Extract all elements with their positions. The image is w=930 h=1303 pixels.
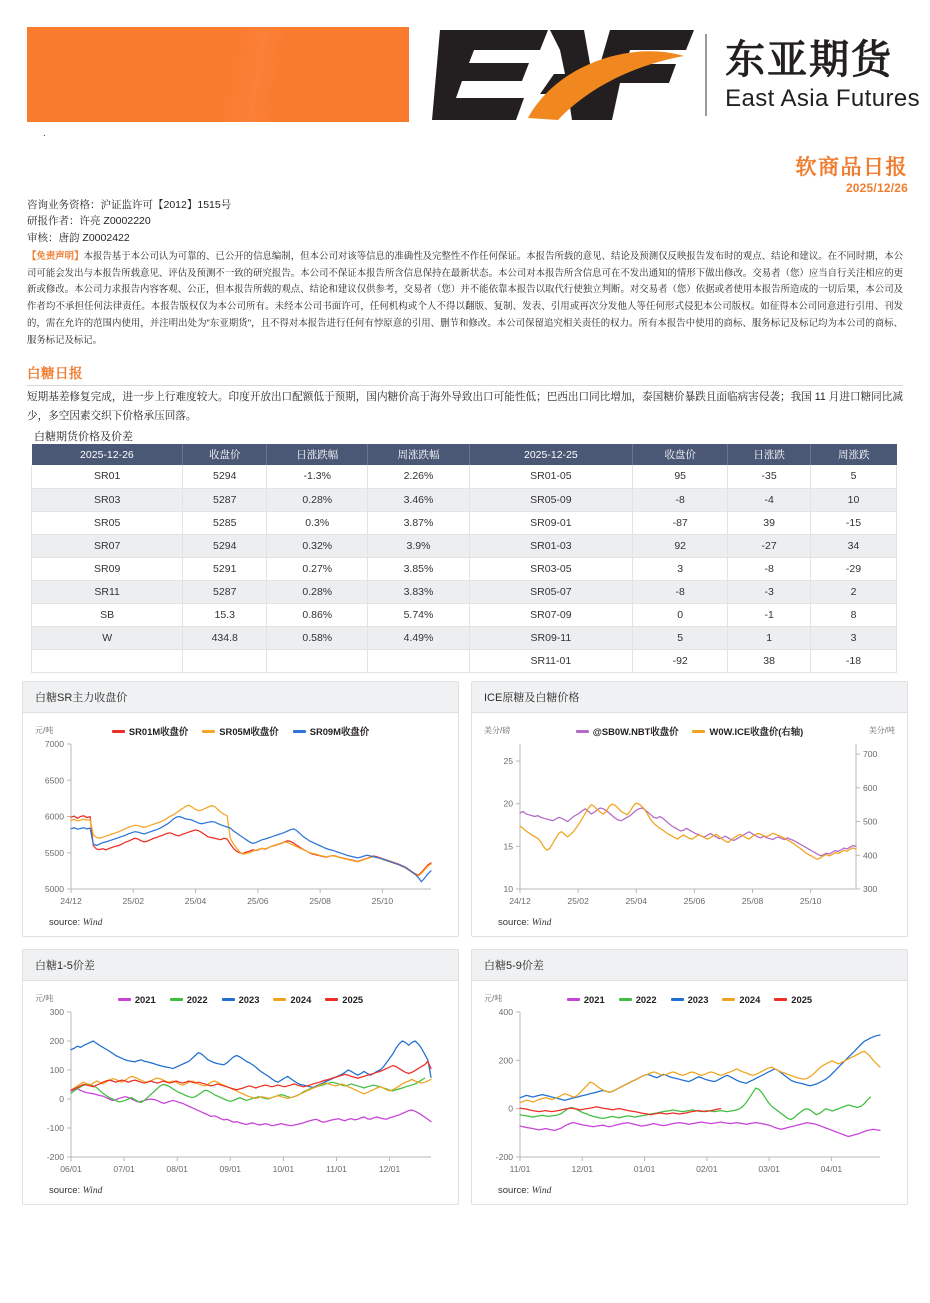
legend-swatch [619,998,632,1001]
svg-text:24/12: 24/12 [509,896,531,906]
legend-item [222,994,260,1005]
table-cell: 5285 [183,511,267,534]
legend-label: 2021 [134,993,156,1005]
legend-item [170,994,208,1005]
svg-text:07/01: 07/01 [113,1164,135,1174]
table-cell: SR11-01 [469,649,633,672]
table-cell: -4 [728,488,811,511]
svg-text:09/01: 09/01 [219,1164,242,1174]
table-cell [183,649,267,672]
legend-label: 2025 [791,993,813,1005]
series-line [71,1089,431,1126]
table-header-cell: 日涨跌 [728,444,811,465]
legend-swatch [170,998,183,1001]
svg-text:25/02: 25/02 [567,896,589,906]
series-line [520,1122,880,1137]
chart-source [472,1183,907,1204]
table-cell: SR01 [32,465,183,488]
table-cell: SR03 [32,488,183,511]
table-cell: 92 [633,534,728,557]
legend-label: SR05M收盘价 [219,726,279,737]
table-cell: 15.3 [183,603,267,626]
table-cell: 5287 [183,488,267,511]
source-label: source: [498,917,530,928]
table-cell: 34 [811,534,897,557]
report-date: 2025/12/26 [845,181,908,196]
table-cell: 5 [811,465,897,488]
legend-item [722,994,760,1005]
legend-item [325,994,363,1005]
table-cell: -18 [811,649,897,672]
series-line [520,1035,880,1100]
chart-source [23,915,458,936]
table-cell: SR03-05 [469,557,633,580]
chart-card-sr-main-close [22,681,459,937]
table-cell: SR07-09 [469,603,633,626]
legend-swatch [202,730,215,733]
legend-label: 2023 [687,993,709,1005]
svg-text:15: 15 [503,841,513,852]
stray-mark: . [43,128,46,139]
legend-item [202,724,278,738]
table-cell: SR05-09 [469,488,633,511]
svg-text:10: 10 [503,884,513,894]
sugar-futures-table [31,444,897,673]
series-line [71,816,431,875]
table-cell: 3.87% [368,511,469,534]
legend-swatch [112,730,125,733]
table-cell: SB [32,603,183,626]
report-title-block [796,155,909,195]
legend-label: 2023 [238,993,260,1005]
table-cell: 3.85% [368,557,469,580]
table-cell: -8 [728,557,811,580]
source-label: source: [498,1185,530,1196]
eaf-logo-mark [432,22,697,128]
table-header-cell: 日涨跌幅 [267,444,368,465]
svg-text:-200: -200 [46,1152,64,1162]
legend-swatch [325,998,338,1001]
orange-banner-graphic [27,27,409,122]
table-cell: SR11 [32,580,183,603]
series-line [520,808,856,856]
legend-swatch [118,998,131,1001]
svg-text:25/10: 25/10 [371,896,394,906]
table-cell: 3.83% [368,580,469,603]
series-line [71,817,431,882]
table-header-row [32,444,897,465]
table-cell: 3 [811,626,897,649]
table-row [32,534,897,557]
chart-card-ice-sugar [471,681,908,937]
legend-label: 2021 [583,993,605,1005]
table-row [32,649,897,672]
legend-swatch [567,998,580,1001]
table-cell: 8 [811,603,897,626]
credential-reviewer: 审核：唐韵 Z0002422 [27,231,130,244]
svg-text:200: 200 [498,1055,513,1066]
table-cell: -29 [811,557,897,580]
section-title: 白糖日报 [27,366,83,381]
table-header-cell: 收盘价 [183,444,267,465]
disclaimer-text: 本报告基于本公司认为可靠的、已公开的信息编制，但本公司对该等信息的准确性及完整性不作任何保证。本报告所载的意见、结论及预测仅反映报告发布时的观点、结论和建议。在不同时期，本公司可能会发出与本报告所载意见、评估及预测不一致的研究报告。本公司不保证本报告所含信息保持在最新状态。本公司对本报告所含信息可在不发出通知的情形下做出修改。交易者（您）应当自行关注相应的更新或修改。本公司力求报告内容客观、公正，但本报告所载的观点、结论和建议仅供参考，交易者（您）并不能依靠本报告以取代行使独立判断。对交易者（您）依据或者使用本报告所造成的一切后果，本公司及作者均不承担任何法律责任。本报告版权仅为本公司所有。未经本公司书面许可，任何机构或个人不得以翻版、复制、发表、引用或再次分发他人等任何形式侵犯本公司版权。如征得本公司同意进行引用、刊发的，需在允许的范围内使用，并注明出处为"东亚期货"，且不得对本报告进行任何有悖原意的引用、删节和修改。本公司保留追究相关责任的权力。所有本报告中使用的商标、服务标记及标记均为本公司的商标、服务标记及标记。 [27,250,903,345]
legend-item [692,724,803,738]
table-cell: 38 [728,649,811,672]
svg-text:-100: -100 [46,1123,64,1133]
source-label: source: [49,917,81,928]
source-label: source: [49,1185,81,1196]
table-caption: 白糖期货价格及价差 [34,431,133,443]
y-axis-unit-left: 元/吨 [35,726,54,735]
table-cell: SR05-07 [469,580,633,603]
table-cell: -35 [728,465,811,488]
svg-text:06/01: 06/01 [60,1164,82,1174]
series-line [520,1088,870,1119]
svg-text:500: 500 [863,816,878,827]
svg-text:-200: -200 [495,1152,513,1162]
table-cell: -3 [728,580,811,603]
table-cell: 3 [633,557,728,580]
table-cell: SR01-03 [469,534,633,557]
table-header-cell: 周涨跌幅 [368,444,469,465]
svg-text:400: 400 [498,1007,513,1017]
chart-plot [478,1004,901,1179]
table-row [32,511,897,534]
legend-swatch [293,730,306,733]
table-cell: SR05 [32,511,183,534]
table-cell: -92 [633,649,728,672]
table-cell: -27 [728,534,811,557]
table-cell: 5287 [183,580,267,603]
legend-swatch [576,730,589,733]
credential-author: 研报作者：许亮 Z0002220 [27,215,151,228]
chart-plot [29,736,452,911]
svg-text:03/01: 03/01 [758,1164,780,1174]
svg-text:400: 400 [863,850,878,861]
chart-plot [29,1004,452,1179]
table-cell: 0.28% [267,488,368,511]
table-cell: 0.3% [267,511,368,534]
section-divider [27,385,903,386]
legend-item [671,994,709,1005]
source-name: Wind [82,1186,103,1196]
table-cell: -8 [633,488,728,511]
table-body [32,465,897,672]
chart-title: ICE原糖及白糖价格 [472,682,907,713]
svg-text:12/01: 12/01 [571,1164,594,1174]
section-summary: 短期基差修复完成，进一步上行难度较大。印度开放出口配额低于预期，国内糖价高于海外导致出口可能性低；巴西出口同比增加，泰国糖价暴跌且面临病害侵袭；我国 11 月进口糖同比减少，多空因素交织下价格承压回落。 [27,391,903,422]
svg-text:25/02: 25/02 [122,896,145,906]
series-line [520,803,856,859]
legend-item [118,994,156,1005]
legend-item [576,724,679,738]
table-row [32,603,897,626]
table-cell: SR01-05 [469,465,633,488]
svg-text:25/06: 25/06 [683,896,706,906]
svg-text:25/10: 25/10 [799,896,822,906]
svg-text:6500: 6500 [44,775,64,786]
svg-text:12/01: 12/01 [378,1164,401,1174]
charts-grid [22,681,908,1205]
table-cell: SR09 [32,557,183,580]
chart-card-sugar-5-9-spread [471,949,908,1205]
logo-company-name-cn: 东亚期货 [725,36,894,83]
legend-swatch [774,998,787,1001]
table-row [32,580,897,603]
legend-label: W0W.ICE收盘价(右轴) [709,726,804,737]
chart-source [472,915,907,936]
source-name: Wind [531,1186,552,1196]
table-cell: 3.46% [368,488,469,511]
svg-text:10/01: 10/01 [272,1164,295,1174]
table-cell: 0.27% [267,557,368,580]
table-cell [368,649,469,672]
table-cell: -8 [633,580,728,603]
svg-text:11/01: 11/01 [509,1164,531,1174]
credentials-block [27,197,231,246]
table-cell: 10 [811,488,897,511]
svg-text:7000: 7000 [44,739,64,749]
table-cell: 2.26% [368,465,469,488]
table-cell: -1 [728,603,811,626]
table-header-cell: 2025-12-25 [469,444,633,465]
credential-license: 咨询业务资格：沪证监许可【2012】1515号 [27,199,232,211]
svg-text:25: 25 [503,756,513,767]
table-cell: 0.32% [267,534,368,557]
table-cell: 5294 [183,534,267,557]
svg-text:01/01: 01/01 [633,1164,656,1174]
legend-swatch [671,998,684,1001]
table-cell: 95 [633,465,728,488]
svg-text:25/08: 25/08 [309,896,331,906]
legend-swatch [273,998,286,1001]
source-name: Wind [82,918,103,928]
svg-text:6000: 6000 [44,811,64,822]
legend-label: SR09M收盘价 [309,726,370,737]
table-cell: 1 [728,626,811,649]
table-header-cell: 收盘价 [633,444,728,465]
legend-item [112,724,188,738]
svg-text:0: 0 [508,1103,513,1114]
table-cell: W [32,626,183,649]
series-line [71,805,431,876]
legend-swatch [692,730,705,733]
table-cell: 2 [811,580,897,603]
table-row [32,465,897,488]
legend-item [619,994,657,1005]
svg-text:24/12: 24/12 [60,896,82,906]
legend-label: 2025 [342,993,364,1005]
table-cell: 5.74% [368,603,469,626]
svg-text:5500: 5500 [44,847,64,858]
table-cell: 0.86% [267,603,368,626]
svg-text:300: 300 [49,1007,64,1017]
legend-label: @SB0W.NBT收盘价 [592,726,679,737]
svg-text:11/01: 11/01 [326,1164,347,1174]
logo-divider [705,34,707,116]
table-header-cell: 2025-12-26 [32,444,183,465]
disclaimer-block [27,248,903,348]
table-row [32,557,897,580]
chart-title: 白糖5-9价差 [472,950,907,981]
page-title: 软商品日报 [795,155,908,179]
chart-source [23,1183,458,1204]
svg-text:600: 600 [863,782,878,793]
table-cell: -87 [633,511,728,534]
table-cell: 39 [728,511,811,534]
svg-text:5000: 5000 [44,884,64,894]
svg-text:25/04: 25/04 [625,896,648,906]
svg-text:04/01: 04/01 [820,1164,843,1174]
logo-company-name-en: East Asia Futures [725,84,920,112]
svg-text:02/01: 02/01 [696,1164,718,1174]
legend-swatch [722,998,735,1001]
chart-title: 白糖SR主力收盘价 [23,682,458,713]
table-cell: -15 [811,511,897,534]
y-axis-unit-left: 元/吨 [484,994,503,1003]
table-cell: 434.8 [183,626,267,649]
page-header [0,0,930,140]
svg-text:08/01: 08/01 [166,1164,188,1174]
table-cell: 0.28% [267,580,368,603]
table-cell: -1.3% [267,465,368,488]
legend-label: 2022 [635,993,657,1005]
table-cell: SR07 [32,534,183,557]
company-logo [420,20,920,130]
legend-item [273,994,311,1005]
legend-label: SR01M收盘价 [128,726,189,737]
y-axis-unit-left: 美分/磅 [484,726,511,735]
table-cell: 3.9% [368,534,469,557]
chart-title: 白糖1-5价差 [23,950,458,981]
svg-text:100: 100 [49,1065,64,1075]
legend-label: 2022 [186,993,208,1005]
svg-text:0: 0 [59,1094,64,1104]
y-axis-unit-right: 美分/吨 [868,726,895,735]
chart-plot [478,736,901,911]
table-cell: 0 [633,603,728,626]
table-cell [267,649,368,672]
table-cell: 4.49% [368,626,469,649]
legend-swatch [222,998,235,1001]
legend-item [293,724,369,738]
svg-text:200: 200 [49,1036,64,1046]
disclaimer-tag: 【免责声明】 [27,250,84,261]
legend-item [567,994,605,1005]
svg-text:25/08: 25/08 [741,896,764,906]
table-row [32,626,897,649]
source-name: Wind [531,918,552,928]
table-header-cell: 周涨跌 [811,444,897,465]
svg-text:25/04: 25/04 [184,896,207,906]
table-cell: 0.58% [267,626,368,649]
chart-card-sugar-1-5-spread [22,949,459,1205]
table-cell [32,649,183,672]
svg-text:25/06: 25/06 [247,896,269,906]
legend-label: 2024 [739,993,761,1005]
section-header [27,362,903,386]
svg-text:20: 20 [503,798,513,809]
table-cell: SR09-01 [469,511,633,534]
y-axis-unit-left: 元/吨 [35,994,54,1003]
table-row [32,488,897,511]
series-line [71,1076,431,1098]
svg-text:300: 300 [863,884,878,894]
table-cell: 5294 [183,465,267,488]
legend-item [774,994,812,1005]
table-cell: SR09-11 [469,626,633,649]
table-cell: 5 [633,626,728,649]
legend-label: 2024 [290,993,312,1005]
table-cell: 5291 [183,557,267,580]
svg-text:700: 700 [863,749,878,760]
